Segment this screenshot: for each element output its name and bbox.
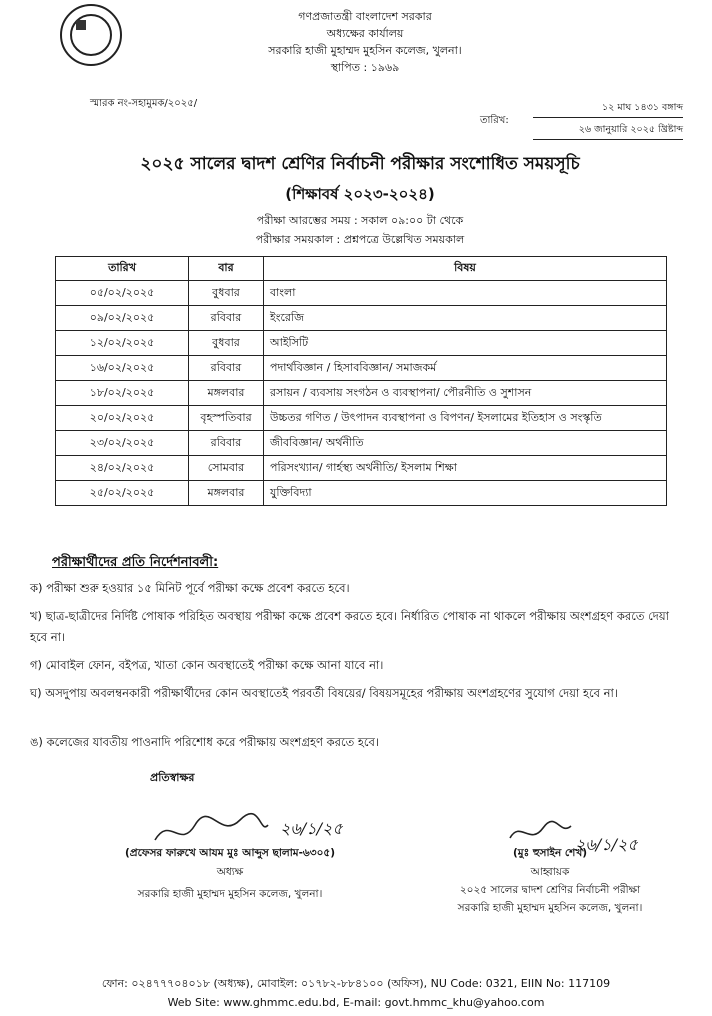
- instruction-item: ঙ) কলেজের যাবতীয় পাওনাদি পরিশোধ করে পরীক্ষায় অংশগ্রহণ করতে হবে।: [30, 735, 380, 749]
- book-icon: [76, 20, 86, 30]
- table-row: [56, 481, 667, 506]
- principal-org: সরকারি হাজী মুহাম্মদ মুহসিন কলেজ, খুলনা।: [137, 888, 323, 900]
- header-govt: গণপ্রজাতন্ত্রী বাংলাদেশ সরকার: [298, 10, 432, 23]
- cell-day: বুধবার: [189, 281, 264, 306]
- schedule-table: [55, 256, 667, 506]
- convener-name: (মুঃ হুসাইন শেখ): [512, 847, 588, 859]
- table-row: [56, 406, 667, 431]
- cell-date: ২৪/০২/২০২৫: [56, 456, 189, 481]
- footer-contact: ফোন: ০২৪৭৭৭০৪০১৮ (অধ্যক্ষ), মোবাইল: ০১৭৮২-৮৮৪১০০ (অফিস), NU Code: 0321, EIIN No: 117109: [101, 977, 611, 990]
- convener-role: আহ্বায়ক: [530, 866, 570, 878]
- cell-subject: যুক্তিবিদ্যা: [264, 481, 667, 506]
- exam-duration: পরীক্ষার সময়কাল : প্রশ্নপত্রে উল্লেখিত সময়কাল: [255, 233, 465, 246]
- date-block: [533, 100, 683, 144]
- header-subject: বিষয়: [264, 257, 667, 281]
- cell-date: ১২/০২/২০২৫: [56, 331, 189, 356]
- cell-date: ২৫/০২/২০২৫: [56, 481, 189, 506]
- principal-role: অধ্যক্ষ: [216, 866, 244, 878]
- cell-day: মঙ্গলবার: [189, 381, 264, 406]
- footer: [20, 974, 692, 1012]
- cell-subject: ইংরেজি: [264, 306, 667, 331]
- cell-subject: জীববিজ্ঞান/ অর্থনীতি: [264, 431, 667, 456]
- college-logo: [60, 4, 122, 66]
- cell-subject: উচ্চতর গণিত / উৎপাদন ব্যবস্থাপনা ও বিপণন/ ইসলামের ইতিহাস ও সংস্কৃতি: [264, 406, 667, 431]
- cell-date: ২০/০২/২০২৫: [56, 406, 189, 431]
- table-row: [56, 331, 667, 356]
- instruction-item: ঘ) অসদুপায় অবলম্বনকারী পরীক্ষার্থীদের কোন অবস্থাতেই পরবর্তী বিষয়ের/ বিষয়সমূহের পরীক্ষায় অংশগ্রহণের সুযোগ দেয়া হবে না।: [30, 686, 618, 700]
- date-label: তারিখ:: [480, 115, 509, 126]
- cell-day: রবিবার: [189, 356, 264, 381]
- cell-subject: পদার্থবিজ্ঞান / হিসাববিজ্ঞান/ সমাজকর্ম: [264, 356, 667, 381]
- cell-day: বুধবার: [189, 331, 264, 356]
- cell-subject: আইসিটি: [264, 331, 667, 356]
- cell-day: বৃহস্পতিবার: [189, 406, 264, 431]
- cell-date: ১৬/০২/২০২৫: [56, 356, 189, 381]
- footer-web: Web Site: www.ghmmc.edu.bd, E-mail: govt.hmmc_khu@yahoo.com: [167, 996, 545, 1009]
- table-row: [56, 306, 667, 331]
- convener-org: সরকারি হাজী মুহাম্মদ মুহসিন কলেজ, খুলনা।: [457, 902, 643, 914]
- table-row: [56, 281, 667, 306]
- principal-sign-date: ২৬/১/২৫: [280, 819, 343, 838]
- instruction-item: ক) পরীক্ষা শুরু হওয়ার ১৫ মিনিট পূর্বে পরীক্ষা কক্ষে প্রবেশ করতে হবে।: [30, 581, 350, 595]
- page-title: ২০২৫ সালের দ্বাদশ শ্রেণির নির্বাচনী পরীক্ষার সংশোধিত সময়সূচি: [140, 154, 580, 174]
- principal-signature-block: [40, 810, 420, 903]
- exam-start-time: পরীক্ষা আরম্ভের সময় : সকাল ০৯:০০ টা থেকে: [256, 214, 464, 227]
- header-established: স্থাপিত : ১৯৬৯: [330, 61, 400, 74]
- cell-subject: পরিসংখ্যান/ গার্হস্থ্য অর্থনীতি/ ইসলাম শিক্ষা: [264, 456, 667, 481]
- instructions-heading: পরীক্ষার্থীদের প্রতি নির্দেশনাবলী:: [52, 555, 219, 570]
- cell-day: সোমবার: [189, 456, 264, 481]
- table-header-row: [56, 257, 667, 281]
- cell-date: ০৫/০২/২০২৫: [56, 281, 189, 306]
- date-bangla: ১২ মাঘ ১৪৩১ বঙ্গাব্দ: [533, 100, 683, 118]
- principal-signature-graphic: [150, 810, 270, 850]
- cell-day: রবিবার: [189, 306, 264, 331]
- header-office: অধ্যক্ষের কার্যালয়: [326, 27, 404, 40]
- convener-signature-graphic: [505, 818, 575, 848]
- table-row: [56, 431, 667, 456]
- cell-subject: রসায়ন / ব্যবসায় সংগঠন ও ব্যবস্থাপনা/ পৌরনীতি ও সুশাসন: [264, 381, 667, 406]
- header-date: তারিখ: [56, 257, 189, 281]
- convener-signature-block: [405, 810, 695, 917]
- instruction-item: গ) মোবাইল ফোন, বইপত্র, খাতা কোন অবস্থাতেই পরীক্ষা কক্ষে আনা যাবে না।: [30, 658, 384, 672]
- convener-committee: ২০২৫ সালের দ্বাদশ শ্রেণির নির্বাচনী পরীক্ষা: [459, 884, 641, 896]
- table-row: [56, 381, 667, 406]
- cell-subject: বাংলা: [264, 281, 667, 306]
- cell-date: ০৯/০২/২০২৫: [56, 306, 189, 331]
- date-gregorian: ২৬ জানুয়ারি ২০২৫ খ্রিষ্টাব্দ: [533, 122, 683, 140]
- cell-day: রবিবার: [189, 431, 264, 456]
- principal-name: (প্রফেসর ফারুখে আযম মুঃ আব্দুস ছালাম-৬৩০৫): [124, 847, 336, 859]
- header-day: বার: [189, 257, 264, 281]
- cell-date: ২৩/০২/২০২৫: [56, 431, 189, 456]
- instruction-item: খ) ছাত্র-ছাত্রীদের নির্দিষ্ট পোষাক পরিহিত অবস্থায় পরীক্ষা কক্ষে প্রবেশ করতে হবে। নির্ধারিত পোষাক না থাকলে পরীক্ষায় অংশগ্রহণ করতে দেয়া হবে না।: [30, 609, 669, 644]
- memo-number: স্মারক নং-সহামুমক/২০২৫/: [90, 98, 198, 109]
- attestation-label: প্রতিস্বাক্ষর: [150, 771, 195, 784]
- header-college: সরকারি হাজী মুহাম্মদ মুহসিন কলেজ, খুলনা।: [268, 44, 462, 57]
- convener-sign-date: ২৬/১/২৫: [575, 835, 638, 854]
- cell-date: ১৮/০২/২০২৫: [56, 381, 189, 406]
- academic-year: (শিক্ষাবর্ষ ২০২৩-২০২৪): [285, 185, 435, 203]
- cell-day: মঙ্গলবার: [189, 481, 264, 506]
- table-row: [56, 456, 667, 481]
- table-row: [56, 356, 667, 381]
